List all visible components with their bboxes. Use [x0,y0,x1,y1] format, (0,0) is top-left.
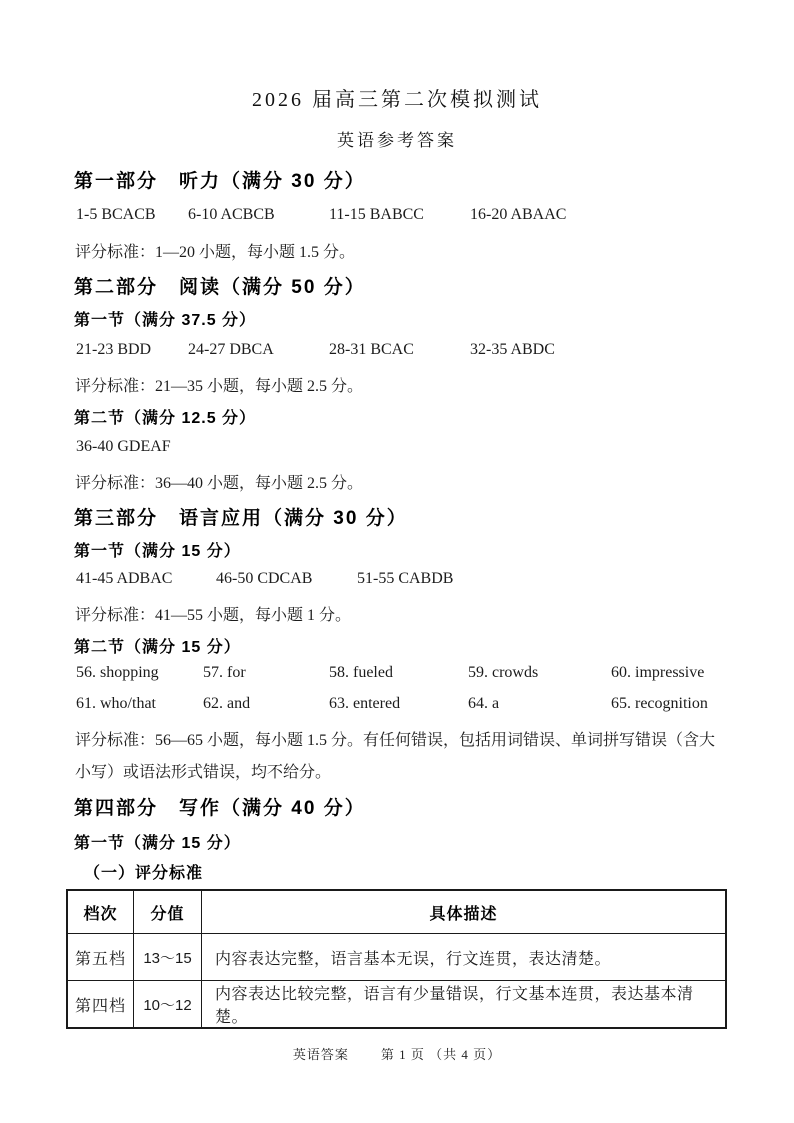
answer-group: 1-5 BCACB [76,206,156,223]
column-header-score: 分值 [134,891,202,933]
description-cell: 内容表达比较完整，语言有少量错误，行文基本连贯，表达基本清楚。 [215,986,694,1026]
column-header-level: 档次 [68,891,134,933]
level-cell: 第五档 [68,934,134,980]
answer-group: 32-35 ABDC [470,341,555,358]
answer-item: 64. a [468,695,500,712]
writing-score-table [66,889,727,1029]
part2-heading: 第二部分 阅读（满分 50 分） [74,277,366,298]
part4-section1-heading: 第一节（满分 15 分） [74,835,241,852]
part3-section2-answers-row2 [76,695,708,713]
answer-item: 59. crowds [468,664,539,681]
table-row [68,933,725,980]
column-header-description: 具体描述 [429,905,498,923]
answer-group: 24-27 DBCA [188,341,274,358]
answer-item: 62. and [203,695,251,712]
part3-heading: 第三部分 语言应用（满分 30 分） [74,508,408,529]
answer-group: 46-50 CDCAB [216,570,313,587]
answer-item: 57. for [203,664,246,681]
part3-section2-heading: 第二节（满分 15 分） [74,639,241,656]
part3-section2-scoring-note-line2: 小写）或语法形式错误，均不给分。 [75,764,332,781]
answer-group: 16-20 ABAAC [470,206,567,223]
answer-group: 28-31 BCAC [329,341,414,358]
part2-section1-answers-row [76,341,555,359]
document-title: 2026 届高三第二次模拟测试 [252,89,542,111]
footer-doc-label: 英语答案 [292,1047,349,1062]
table-header-row [68,891,725,933]
answer-group: 21-23 BDD [76,341,152,358]
page-footer [0,1044,794,1063]
answer-item: 63. entered [329,695,401,712]
part2-section2-answers-row: 36-40 GDEAF [76,438,171,455]
part2-section2-heading: 第二节（满分 12.5 分） [74,410,257,427]
part1-answers-row [76,206,566,224]
part3-section1-heading: 第一节（满分 15 分） [74,543,241,560]
document-subtitle: 英语参考答案 [337,131,457,150]
part2-section2-scoring-note: 评分标准：36—40 小题，每小题 2.5 分。 [75,475,364,492]
level-cell: 第四档 [68,981,134,1027]
answer-group: 51-55 CABDB [357,570,454,587]
part3-section1-scoring-note: 评分标准：41—55 小题，每小题 1 分。 [75,607,352,624]
part2-section1-heading: 第一节（满分 37.5 分） [74,312,257,329]
part3-section2-scoring-note-line1: 评分标准：56—65 小题，每小题 1.5 分。有任何错误，包括用词错误、单词拼写错误（含大 [75,732,716,749]
part2-section1-scoring-note: 评分标准：21—35 小题，每小题 2.5 分。 [75,378,364,395]
part3-section1-answers-row [76,570,453,588]
answer-group: 6-10 ACBCB [188,206,275,223]
part1-scoring-note: 评分标准：1—20 小题，每小题 1.5 分。 [75,244,356,261]
score-cell: 13～15 [134,934,202,980]
part4-criteria-heading: （一）评分标准 [84,865,204,882]
answer-group: 41-45 ADBAC [76,570,173,587]
part3-section2-answers-row1 [76,664,704,682]
score-cell: 10～12 [134,981,202,1027]
description-cell: 内容表达完整，语言基本无误，行文连贯，表达清楚。 [215,950,612,968]
answer-item: 60. impressive [611,664,705,681]
part4-heading: 第四部分 写作（满分 40 分） [74,798,366,819]
part1-heading: 第一部分 听力（满分 30 分） [74,171,366,192]
table-row [68,980,725,1027]
answer-item: 56. shopping [76,664,159,681]
answer-item: 61. who/that [76,695,156,712]
answer-group: 11-15 BABCC [329,206,424,223]
footer-page-info: 第 1 页 （共 4 页） [380,1047,502,1062]
answer-item: 65. recognition [611,695,708,712]
answer-item: 58. fueled [329,664,393,681]
